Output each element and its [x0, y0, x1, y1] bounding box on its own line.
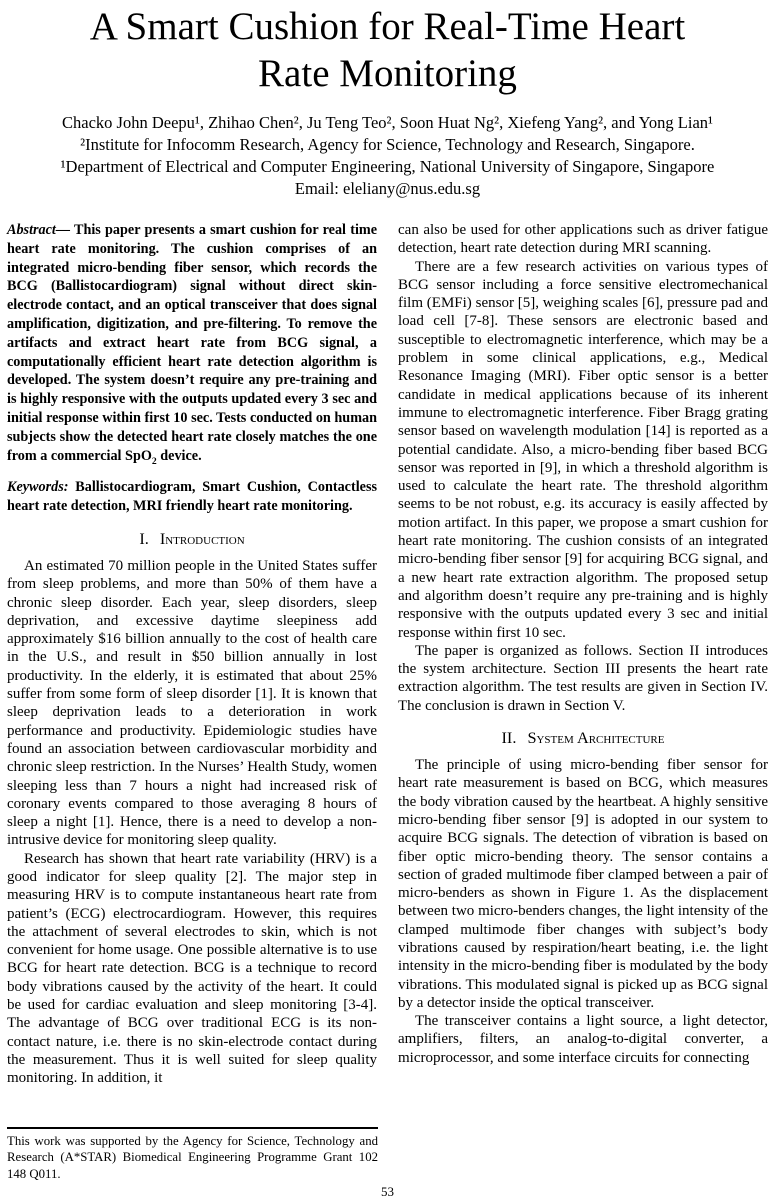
paper-title — [0, 3, 775, 97]
author-line: Chacko John Deepu¹, Zhihao Chen², Ju Teng Teo², Soon Huat Ng², Xiefeng Yang², and Yong Lian¹ — [62, 113, 713, 132]
col2-paragraph-1: can also be used for other applications such as driver fatigue detection, heart rate detection during MRI scanning. — [398, 222, 768, 257]
page-number: 53 — [381, 1184, 394, 1199]
funding-footnote: This work was supported by the Agency for Science, Technology and Research (A*STAR) Biomedical Engineering Programme Grant 102 148 Q011. — [7, 1127, 378, 1182]
left-column — [7, 221, 377, 1088]
intro-paragraph-1: An estimated 70 million people in the United States suffer from sleep problems, and more than 50% of them have a chronic sleep disorder. Each year, sleep disorders, sleep deprivation, and excessive daytime sleepiness add approximately $16 billion annually to the cost of health care in the U.S., and result in $50 billion annually in lost productivity. In the elderly, it is estimated that about 25% suffer from some form of sleep disorder [1]. It is known that sleep deprivation leads to a deterioration in work performance and productivity. Epidemiologic studies have found an association between cardiovascular morbidity and chronic sleep restriction. In the Nurses’ Health Study, women sleeping less than 7 hours a night had increased risk of coronary events compared to those averaging 8 hours of sleep a night [1]. Hence, there is a need to develop a non-intrusive device for monitoring sleep quality. — [7, 557, 377, 849]
sysarch-paragraph-2: The transceiver contains a light source, a light detector, amplifiers, filters, an analog-to-digital converter, a microprocessor, and some interface circuits for connecting — [398, 1013, 768, 1066]
sysarch-paragraph-1: The principle of using micro-bending fiber sensor for heart rate measurement is based on BCG, which measures the body vibration caused by the heartbeat. A highly sensitive micro-bending fiber sensor [9] is adopted in our system to acquire BCG signals. The detection of vibration is based on fiber optic micro-bending theory. The sensor contains a section of graded multimode fiber clamped between a pair of micro-benders as shown in Figure 1. As the displacement between two micro-benders changes, the light intensity of the clamped multimode fiber changes with subject’s body vibrations caused by respiration/heart beating, i.e. the light intensity in the micro-bending fiber is modulated by the body vibrations. This modulated signal is picked up as BCG signal by a detector inside the optical transceiver. — [398, 757, 768, 1011]
section-heading-system-architecture — [398, 728, 768, 748]
section2-number: II. — [501, 728, 517, 748]
abstract-text-end: device. — [156, 447, 202, 464]
right-column — [398, 221, 768, 1067]
affiliation-institute: ²Institute for Infocomm Research, Agency for Science, Technology and Research, Singapore. — [80, 135, 695, 154]
spo2-subscript: 2 — [151, 455, 157, 467]
keywords-label: Keywords: — [7, 479, 69, 496]
col2-paragraph-2: There are a few research activities on various types of BCG sensor including a force sensitive electromechanical film (EMFi) sensor [5], weighing scales [6], pressure pad and load cell [7-8]. These sensors are electronic based and susceptible to electromagnetic interference, which may be a problem in some clinical applications, e.g., Medical Resonance Imaging (MRI). Fiber optic sensor is a better candidate in medical applications because of its inherent immune to electromagnetic interference. Fiber Bragg grating sensor based on wavelength modulation [14] is reported as a potential candidate. Also, a micro-bending fiber based BCG sensor was reported in [9], in which a threshold algorithm is used to calculate the heart rate. The threshold algorithm seems to be not robust, e.g. its accuracy is easily affected by motion artifact. In this paper, we propose a smart cushion for heart rate monitoring. The cushion consists of an integrated micro-bending fiber sensor [9] for acquiring BCG signal, and a new heart rate extraction algorithm. The proposed setup and algorithm doesn’t require any pre-training and is highly responsive with the outputs updated every 3 sec and initial response within first 10 sec. — [398, 258, 768, 641]
paper-title-line-2: Rate Monitoring — [258, 52, 517, 95]
section1-title: Introduction — [159, 528, 245, 548]
section-heading-introduction — [7, 529, 377, 549]
abstract-text: This paper presents a smart cushion for real time heart rate monitoring. The cushion comprises of an integrated micro-bending fiber sensor, which records the BCG (Ballistocardiogram) signal without direct skin-electrode contact, and an optical transceiver that does signal amplification, digitization, and pre-filtering. To remove the artifacts and extract heart rate from BCG signal, a computationally efficient heart rate detection algorithm is developed. The system doesn’t require any pre-training and is highly responsive with the outputs updated every 3 sec and initial response within first 10 sec. Tests conducted on human subjects show the detected heart rate closely matches the one from a commercial SpO — [7, 222, 377, 464]
section2-title: System Architecture — [527, 728, 665, 748]
keywords-text: Ballistocardiogram, Smart Cushion, Contactless heart rate detection, MRI friendly heart rate monitoring. — [7, 479, 377, 515]
abstract-paragraph — [7, 221, 377, 465]
paper-title-line-1: A Smart Cushion for Real-Time Heart — [89, 5, 686, 48]
col2-paragraph-3: The paper is organized as follows. Section II introduces the system architecture. Section III presents the heart rate extraction algorithm. The test results are given in Section IV. The conclusion is drawn in Section V. — [398, 642, 768, 714]
two-column-body — [0, 221, 775, 1088]
email-line: Email: eleliany@nus.edu.sg — [294, 179, 481, 198]
section1-number: I. — [139, 528, 149, 548]
intro-paragraph-2: Research has shown that heart rate variability (HRV) is a good indicator for sleep quality [2]. The major step in measuring HRV is to compute instantaneous heart rate from patient’s (ECG) electrocardiogram. However, this requires the attachment of several electrodes to skin, which is not convenient for home usage. One possible alternative is to use BCG for heart rate detection. BCG is a technique to record body vibrations caused by the activity of the heart. It could be used for cardiac evaluation and sleep monitoring [3-4]. The advantage of BCG over traditional ECG is its non-contact nature, i.e. there is no skin-electrode contact during the measurement. Thus it is well suited for sleep quality monitoring. In addition, it — [7, 850, 377, 1087]
affiliation-department: ¹Department of Electrical and Computer Engineering, National University of Singapore, Singapore — [60, 157, 715, 176]
paper-header — [0, 0, 775, 200]
keywords-paragraph — [7, 478, 377, 516]
abstract-label: Abstract— — [7, 222, 71, 238]
